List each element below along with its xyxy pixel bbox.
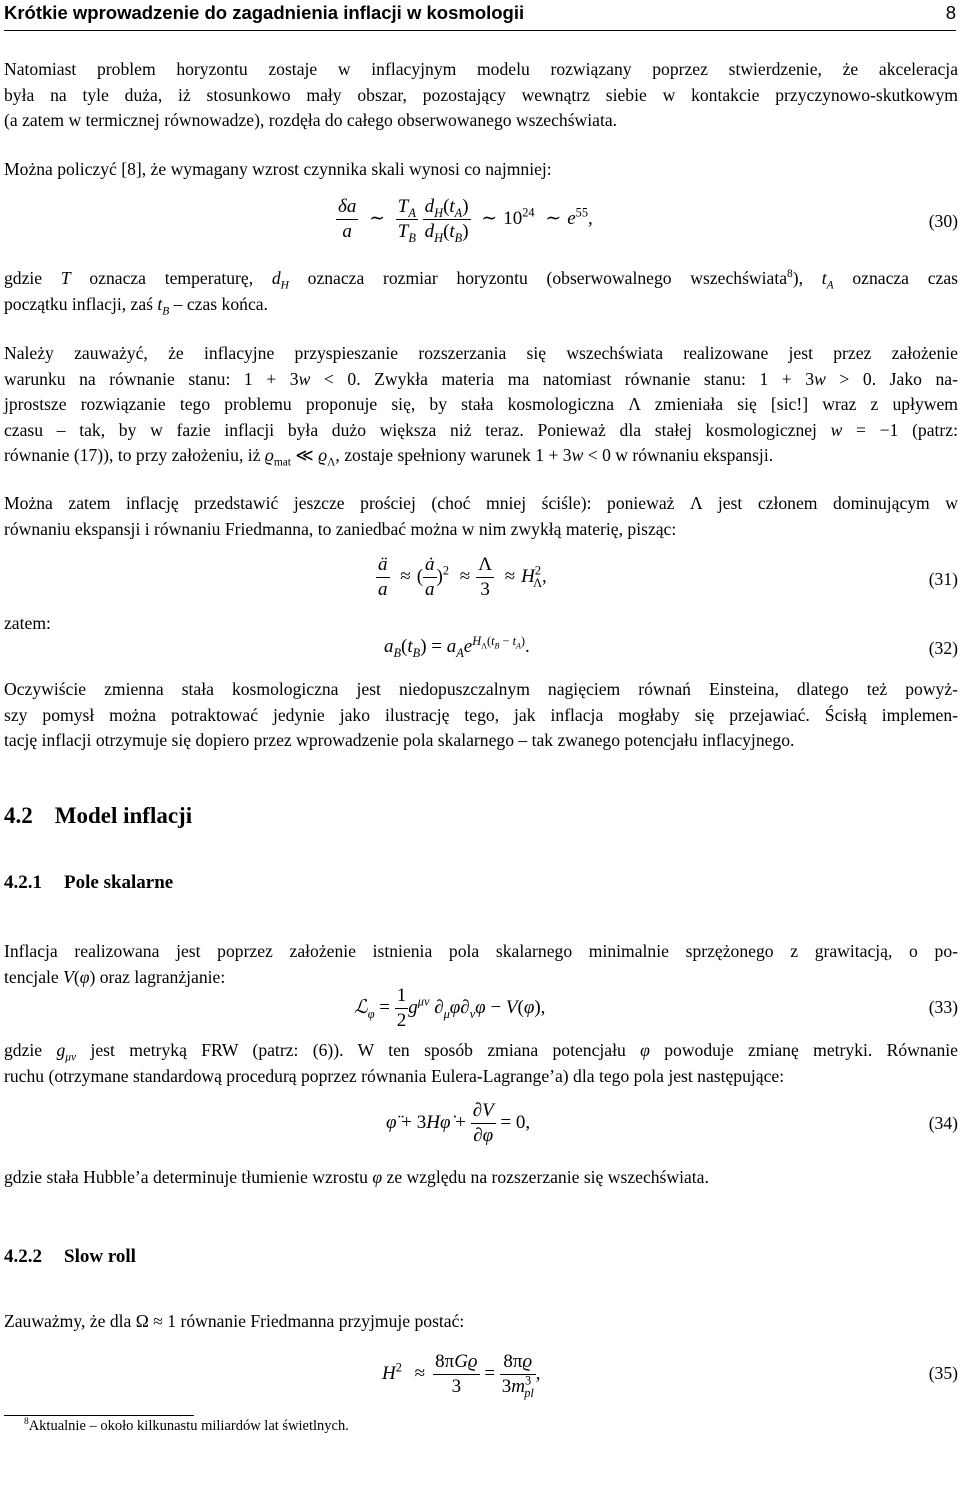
eq35-body: $H^2$ ≈ $\frac{\text{8πGϱ}}{3}$ = $\frac{8\pi ϱ}{3m^3_{pl}}$ ,: [382, 1351, 541, 1400]
footnote-rule: [4, 1415, 194, 1416]
paragraph-horizon: [4, 57, 958, 134]
paragraph-friedmann: Zauważmy, że dla Ω ≈ 1 równanie Friedmanna przyjmuje postać:: [4, 1311, 465, 1331]
equation-34: [0, 1099, 960, 1159]
equation-number: (35): [928, 1363, 958, 1383]
paragraph-potential: Inflacja realizowana jest poprzez założenie istnienia pola skalarnego minimalnie sprzężonego z grawitacją, o po- tencjale V(φ) oraz lagranżjanie:: [4, 941, 958, 987]
paragraph-scalar-field-intro: Oczywiście zmienna stała kosmologiczna jest niedopuszczalnym nagięciem równań Einsteina, dlatego też powyż- szy pomysł można potraktować jedynie jako ilustrację tego, jak inflacja mogłaby się przejawiać. Ścisłą implemen- tację inflacji otrzymuje się dopiero przez wprowadzenie pola skalarnego – tak zwanego potencjału inflacyjnego.: [4, 679, 958, 750]
equation-number: (32): [928, 638, 958, 658]
footnote: [24, 1418, 349, 1435]
equation-31: [0, 553, 960, 613]
footnote-mark: 8: [787, 268, 793, 281]
text-line: (a zatem w termicznej równowadze), rozdęła do całego obserwowanego wszechświata.: [4, 110, 618, 130]
subsection-heading-4-2-1: 4.2.1 Pole skalarne: [4, 872, 174, 893]
header-rule: [4, 30, 956, 31]
zatem-label: zatem:: [4, 613, 51, 633]
equation-number: (31): [928, 569, 958, 589]
paragraph-equation-of-state: Należy zauważyć, że inflacyjne przyspieszanie rozszerzania się wszechświata realizowane jest przez założenie warunku na równanie stanu: 1 + 3w < 0. Zwykła materia ma natomiast równanie stanu: 1 + 3w > 0. Jako na- jprostsze rozwiązanie tego problemu proponuje się, by stała kosmologiczna Λ zmieniała się [sic!] wraz z upływem czasu – tak, by w fazie inflacji była dużo większa niż teraz. Ponieważ dla stałej kosmologicznej w = −1 (patrz: równanie (17)), to przy założeniu, iż $ϱ_{mat}$ ≪ $ϱ_\Lambda$, zostaje spełniony warunek 1 + 3w < 0 w równaniu ekspansji.: [4, 343, 958, 469]
text-line: była na tyle duża, iż stosunkowo mały obszar, pozostający wewnątrz siebie w kontakcie przyczynowo-skutkowym: [4, 84, 958, 105]
subsection-heading-4-2-2: 4.2.2 Slow roll: [4, 1246, 136, 1267]
paragraph-definitions: gdzie T oznacza temperaturę, $d_H$ oznacza rozmiar horyzontu (obserwowalnego wszechświata$^8$), $t_A$ oznacza czas początku inflacji, zaś $t_B$ – czas końca.: [4, 268, 958, 318]
text-line: Natomiast problem horyzontu zostaje w inflacyjnym modelu rozwiązany poprzez stwierdzenie, że akceleracja: [4, 59, 958, 79]
equation-30: [0, 195, 960, 255]
paragraph-hubble-damping: gdzie stała Hubble’a determinuje tłumienie wzrostu φ ze względu na rozszerzanie się wszechświata.: [4, 1167, 709, 1187]
eq30-body: $\frac{\delta a}{a}$ ∼ $\frac{T_A}{T_B}$ $\frac{d_H(t_A)}{d_H(t_B)}$ ∼ $10^{24}$ ∼ $e^{55}$,: [338, 196, 593, 245]
paragraph-scale-growth: [4, 157, 958, 183]
footnote-text: Aktualnie – około kilkunastu miliardów lat świetlnych.: [28, 1418, 349, 1434]
eq33-body: ℒ$_\varphi$ = $\frac{1}{2}$ $g^{\mu\nu}$ $\partial_\mu\varphi\partial_\nu\varphi - V(\varphi)$,: [354, 985, 546, 1031]
running-header: [4, 0, 956, 28]
equation-33: [0, 984, 960, 1044]
eq31-body: $\frac{ä}{a}$ ≈ ( $\frac{ȧ}{a}$ )$^2$ ≈ $\frac{\Lambda}{3}$ ≈ $H^2_\Lambda$,: [378, 554, 547, 600]
paragraph-simplification: Można zatem inflację przedstawić jeszcze prościej (choć mniej ściśle): ponieważ Λ jest członem dominującym w równaniu ekspansji i równaniu Friedmanna, to zaniedbać można w nim zwykłą materię, pisząc:: [4, 493, 958, 539]
equation-number: (34): [928, 1113, 958, 1133]
equation-35: [0, 1350, 960, 1410]
paragraph-equation-of-motion: gdzie $g_{\mu\nu}$ jest metryką FRW (patrz: (6)). W ten sposób zmiana potencjału φ powoduje zmianę metryki. Równanie ruchu (otrzymane standardową procedurą poprzez równania Eulera-Lagrange’a) dla tego pola jest następujące:: [4, 1040, 958, 1086]
section-heading-4-2: 4.2 Model inflacji: [4, 803, 193, 828]
equation-number: (30): [928, 211, 958, 231]
page-number: 8: [945, 2, 956, 23]
eq34-body: φ̈ + 3Hφ̇ + $\frac{\partial V}{\partial\varphi}$ = 0,: [386, 1100, 531, 1146]
eq32-body: $a_B(t_B) = a_Ae^{H_\Lambda(t_B - t_A)}$.: [384, 633, 530, 660]
text-line: Można policzyć [8], że wymagany wzrost czynnika skali wynosi co najmniej:: [4, 159, 552, 179]
equation-32: [0, 633, 960, 666]
equation-number: (33): [928, 997, 958, 1017]
footnote-mark: 8: [24, 1417, 29, 1428]
header-title: Krótkie wprowadzenie do zagadnienia inflacji w kosmologii: [4, 2, 525, 23]
